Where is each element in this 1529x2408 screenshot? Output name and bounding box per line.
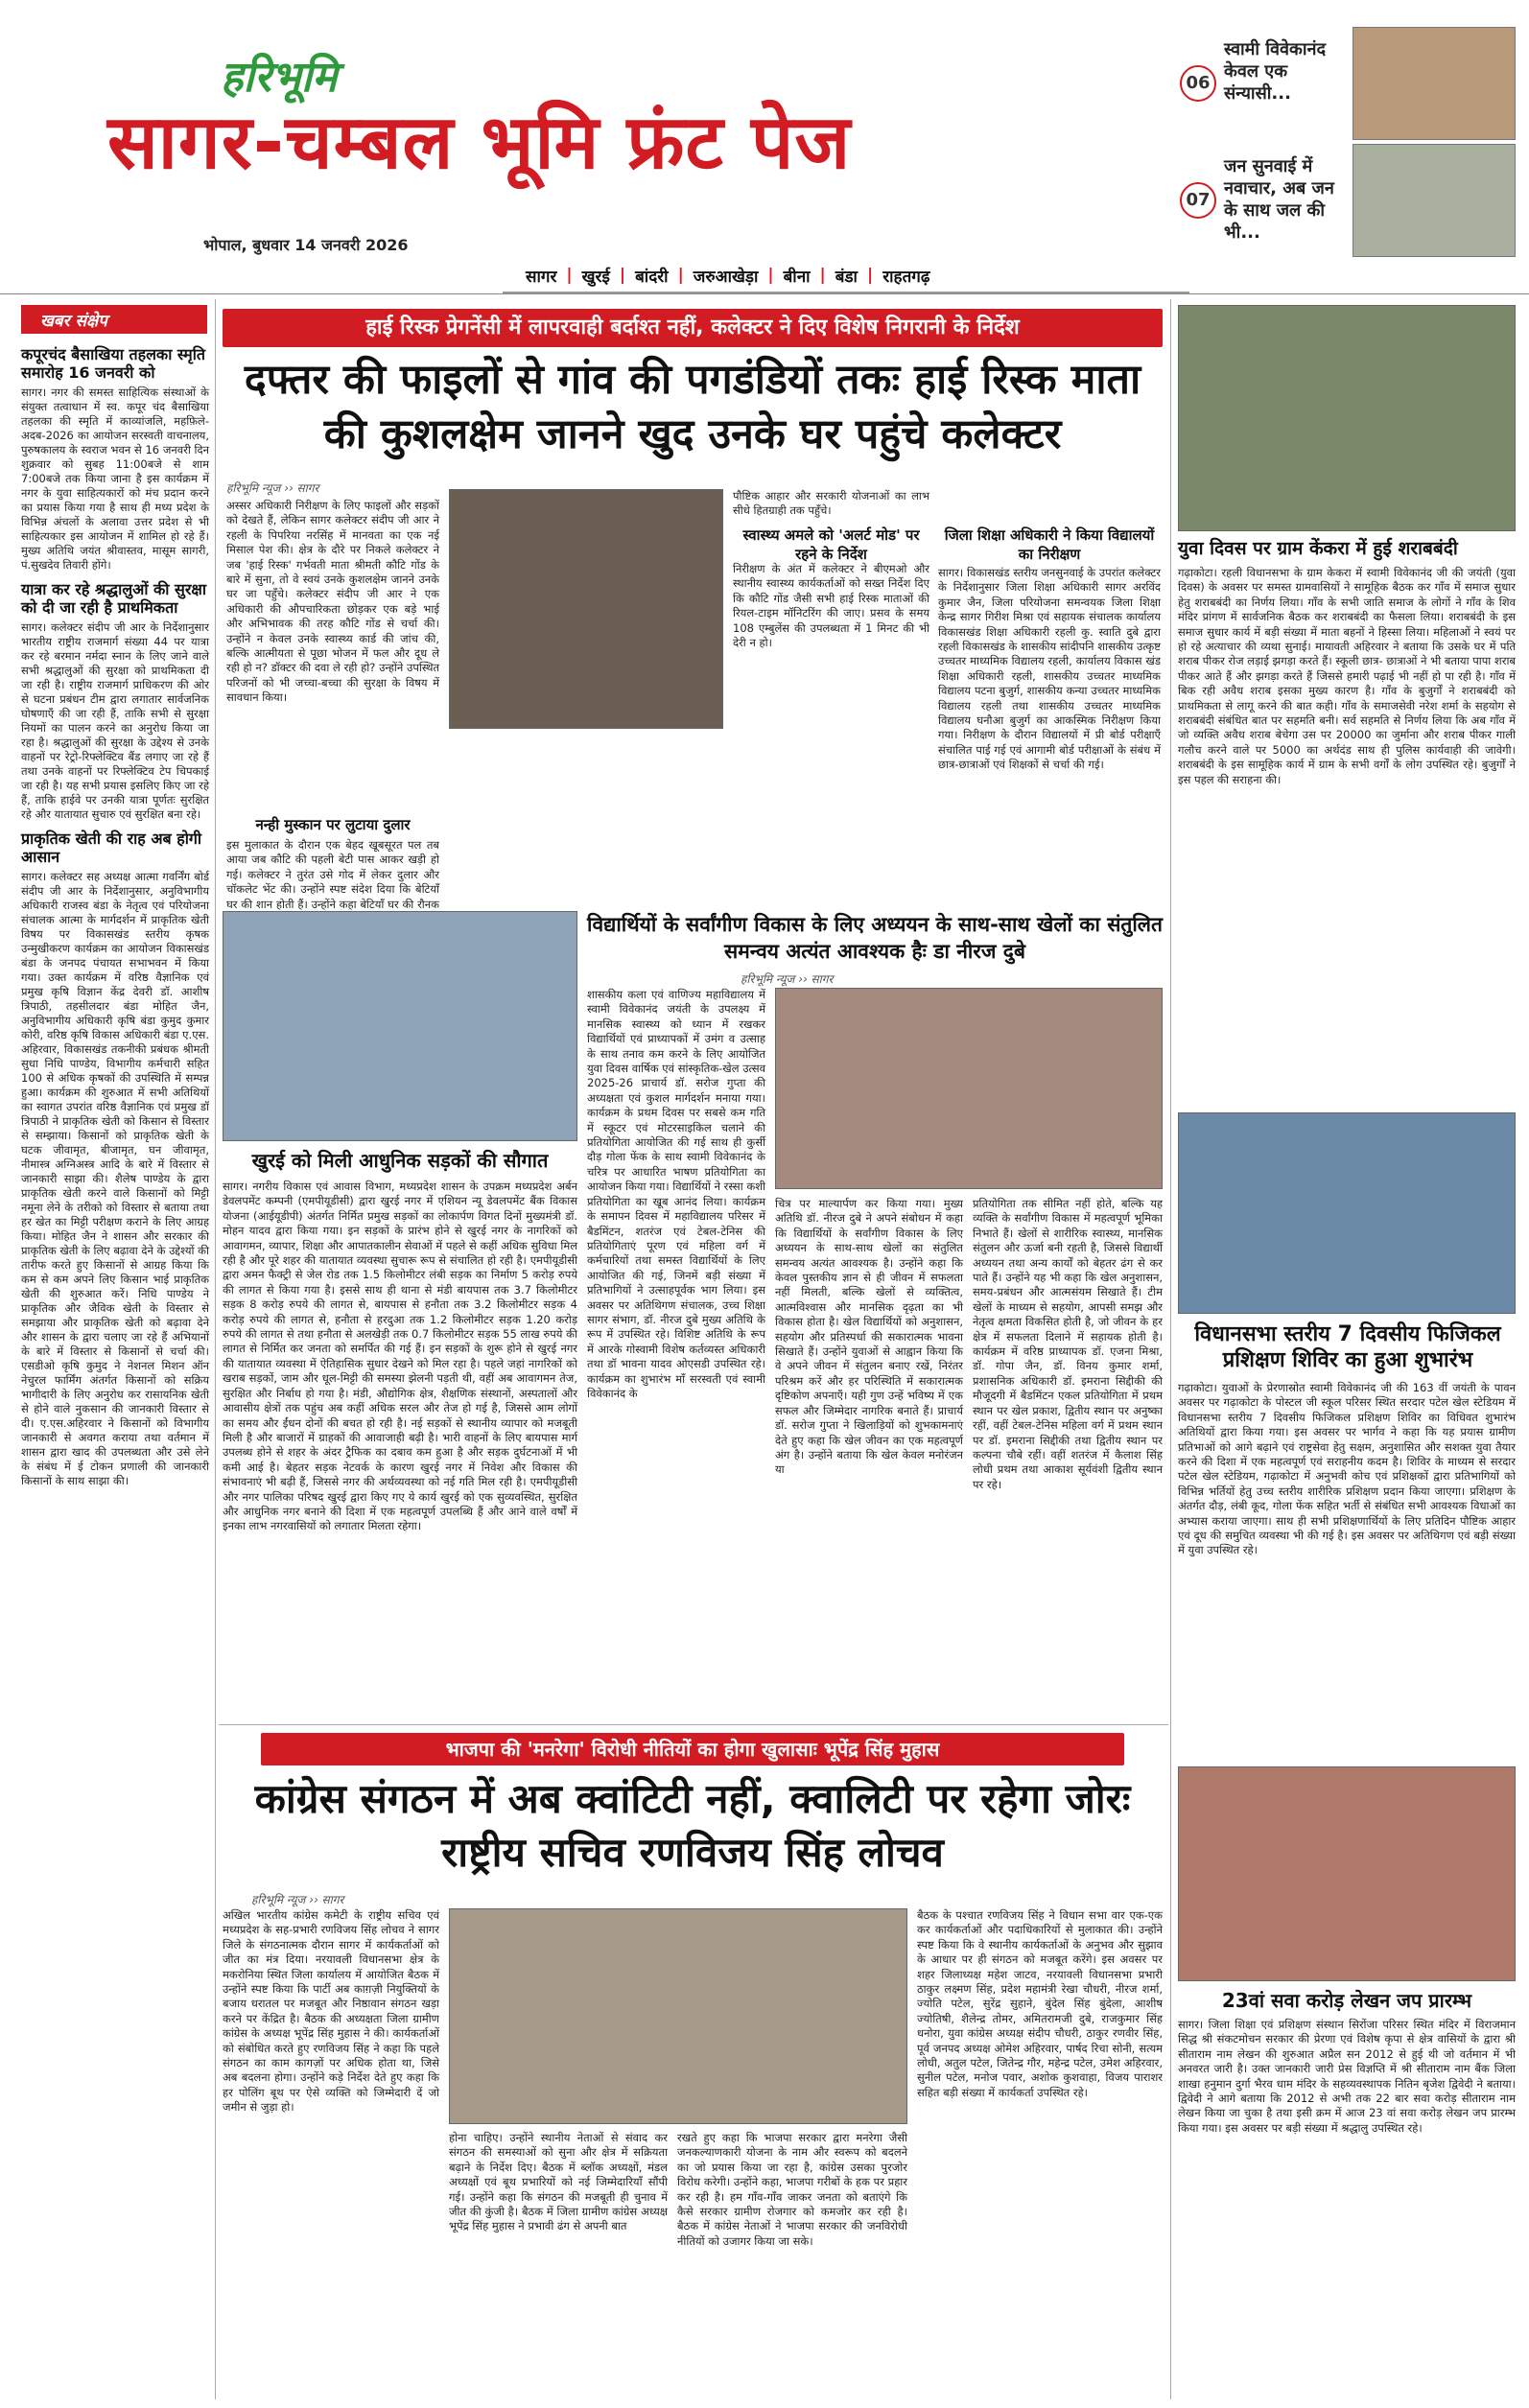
brief-section-label: खबर संक्षेप	[21, 305, 207, 334]
collector-visit-photo	[449, 489, 723, 729]
brief-body: सागर। कलेक्टर सह अध्यक्ष आत्मा गवर्निंग बोर्ड संदीप जी आर के निर्देशानुसार, अनुविभागीय अधिकारी राजस्व बंडा के नेतृत्व एवं परियोजना संचालक आत्मा के मार्गदर्शन में प्राकृतिक खेती विषय पर विकासखंड स्तरीय कृषक उन्मुखीकरण कार्यक्रम का आयोजन विकासखंड बंडा के जनपद पंचायत सभाभवन में किया गया। उक्त कार्यक्रम में वरिष्ठ वैज्ञानिक एवं प्रमुख कृषि विज्ञान केंद्र देवरी डॉ. आशीष त्रिपाठी, तहसीलदार बंडा मोहित जैन, अनुविभागीय अधिकारी कृषि बंडा कुमुद कुमार कोरी, वरिष्ठ कृषि विकास अधिकारी बंडा ए.एस. अहिरवार, विकासखंड तकनीकी प्रबंधक श्रीमती सुधा निधि पाण्डेय, विभागीय कर्मचारी सहित 100 से अधिक कृषकों की उपस्थिति में सम्पन्न हुआ। कार्यक्रम की शुरुआत में सभी अतिथियों का स्वागत उपरांत वरिष्ठ वैज्ञानिक एवं प्रमुख डॉ त्रिपाठी ने प्राकृतिक खेती को किसान से विस्तार से सम्झाया। किसानों को प्राकृतिक खेती के घटक जीवामृत, बीजामृत, घन जीवामृत, नीमास्त्र अग्निअस्त्र आदि के बारे में विस्तार से जानकारी साझा की। शैलेष पाण्डेय के द्वारा प्राकृतिक खेती करने वाले किसानों को मिट्टी नमूना लेने के तरीको को विस्तार से बताया तथा हर खेत का मिट्टी परीक्षण कराने के लिए आग्रह किया। मोहित जैन ने शासन और सरकार की प्राकृतिक खेती के लिए बढ़ावा देने के उद्देश्यों की तारीफ करते हुए किसानों से आग्रह किया कि कम से कम अपने लिए किसान भाई प्राकृतिक खेती की शुरुआत करें। निधि पाण्डेय ने प्राकृतिक और जैविक खेती के विस्तार से समझाया और प्राकृतिक खेती को बढ़ावा देने और शासन के द्वारा चलाए जा रहे हैं अभियानों के बारे में विस्तार से किसानों से चर्चा की। एसडीओ कृषि कुमुद ने नेशनल मिशन ऑन नेचुरल फार्मिंग अंतर्गत किसानों को सक्रिय भागीदारी के लिए अनुरोध कर रासायनिक खेती से होने वाले नुकसान की जानकारी विस्तार से दी। ए.एस.अहिरवार ने किसानों को विभागीय जानकारी से अवगत कराया तथा वर्तमान में शासन द्वारा खाद की उपलब्धता और उसे लेने के संबंध में ई टोकन प्रणाली की जानकारी किसानों के साथ साझा की।	[21, 870, 209, 1487]
nshu-col-1: शासकीय कला एवं वाणिज्य महाविद्यालय में स्वामी विवेकानंद जयंती के उपलक्ष्य में मानसिक स्वास्थ्य को ध्यान में रखकर विद्यार्थियों एवं प्राध्यापकों में उमंग व उत्साह के साथ तनाव कम करने के लिए आयोजित युवा दिवस वार्षिक एवं सांस्कृतिक-खेल उत्सव 2025-26 प्राचार्य डॉ. सरोज गुप्ता की अध्यक्षता एवं कुशल मार्गदर्शन मनाया गया। कार्यक्रम के प्रथम दिवस पर सबसे कम गति में स्कूटर एवं मोटरसाइकिल चलाने की प्रतियोगिता आयोजित की गई साथ ही कुर्सी दौड़ गोला फेंक के साथ स्वामी विवेकानंद के चरित्र पर आधारित भाषण प्रतियोगिता का आयोजन किया गया। विद्यार्थियों ने रस्सा कशी प्रतियोगिता का खूब आनंद लिया। कार्यक्रम के समापन दिवस में महाविद्यालय परिसर में बैडमिंटन, शतरंज एवं टेबल-टेनिस की प्रतियोगिताएं पूरण एवं महिला वर्ग में कर्मचारियों तथा समस्त विद्यार्थियों के लिए आयोजित की गई, जिनमें बड़ी संख्या में प्रतिभागियों ने उत्साहपूर्वक भाग लिया। इस अवसर पर अतिथिगण संचालक, उच्च शिक्षा सागर संभाग, डॉ. नीरज दुबे मुख्य अतिथि के रूप में उपस्थित रहे। विशिष्ट अतिथि के रूप में आरके गोस्वामी विशेष कर्तव्यस्त अधिकारी तथा डॉ भावना यादव ओएसडी उपस्थित रहे। कार्यक्रम का शुभारंभ माँ सरस्वती एवं स्वामी विवेकानंद के	[587, 988, 765, 1400]
city-nav: सागर | खुरई | बांदरी | जरुआखेड़ा | बीना | बंडा | राहतगढ़	[503, 259, 1189, 293]
congress-col-2: होना चाहिए। उन्होंने स्थानीय नेताओं से संवाद कर संगठन की समस्याओं को सुना और क्षेत्र में सक्रियता बढ़ाने के निर्देश दिए। बैठक में ब्लॉक अध्यक्षों, मंडल अध्यक्षों एवं बूथ प्रभारियों को नई जिम्मेदारियाँ सौंपी गई। उन्होंने कहा कि संगठन की मजबूती ही चुनाव में जीत की कुंजी है। बैठक में जिला ग्रामीण कांग्रेस अध्यक्ष भूपेंद्र सिंह मुहास ने प्रभावी ढंग से अपनी बात	[449, 2131, 668, 2233]
lead-subhead: नन्ही मुस्कान पर लुटाया दुलार	[255, 816, 411, 833]
congress-kicker: भाजपा की 'मनरेगा' विरोधी नीतियों का होगा खुलासाः भूपेंद्र सिंह मुहास	[261, 1733, 1124, 1765]
brief-body: सागर। कलेक्टर संदीप जी आर के निर्देशानुसार भारतीय राष्ट्रीय राजमार्ग संख्या 44 पर यात्रा कर रहे बरमान नर्मदा स्नान के लिए जाने वाले सभी श्रद्धालुओं की सुरक्षा को प्राथमिकता दी जा रही है। राष्ट्रीय राजमार्ग प्राधिकरण की ओर से घटना प्रबंधन टीम द्वारा लगातार सार्वजनिक घोषणाएँ की जा रही हैं, ताकि सभी से सुरक्षा नियमों का पालन करने का अनुरोध किया जा रहा है। श्रद्धालुओं की सुरक्षा के उद्देश्य से उनके वाहनों पर रेट्रो-रिफ्लेक्टिव बैंड लगाए जा रहे हैं तथा उनके वाहनों पर रिफ्लेक्टिव टेप चिपकाई जा रही है। यह सभी प्रयास इसलिए किए जा रहे हैं, ताकि हाईवे पर उनकी यात्रा पूर्णतः सुरक्षित रहे और यातायात सुचारु एवं सुरक्षित बना रहे।	[21, 620, 209, 821]
brief-headline: प्राकृतिक खेती की राह अब होगी आसान	[21, 830, 202, 866]
congress-col-3: रखते हुए कहा कि भाजपा सरकार द्वारा मनरेगा जैसी जनकल्याणकारी योजना के नाम और स्वरूप को बदलने का जो प्रयास किया जा रहा है, कांग्रेस उसका पुरजोर विरोध करेगी। उन्होंने कहा, भाजपा गरीबों के हक पर प्रहार कर रही है। हम गाँव-गाँव जाकर जनता को बताएंगे कि कैसे सरकार ग्रामीण रोजगार को कमजोर कर रही है। बैठक में कांग्रेस नेताओं ने भाजपा सरकार की जनविरोधी नीतियों को उजागर किया जा सके।	[677, 2131, 907, 2248]
congress-byline: हरिभूमि न्यूज ›› सागर	[251, 1893, 344, 1906]
deo-subhead: जिला शिक्षा अधिकारी ने किया विद्यालयों का निरीक्षण	[944, 526, 1155, 563]
nav-item[interactable]: खुरई	[581, 267, 610, 287]
brief-body: सागर। नगर की समस्त साहित्यिक संस्थाओं के संयुक्त तत्वाधान में स्व. कपूर चंद बैसाखिया तहलका की स्मृति में काव्यांजलि, महफ़िले-अदब-2026 का आयोजन सरस्वती वाचनालय, पुरुषकालय के स्वराज भवन से 16 जनवरी दिन शुक्रवार को सुबह 11:00बजे से शाम 7:00बजे तक किया जाना है इस कार्यक्रम में नगर के युवा साहित्यकारों को मंच प्रदान करने का प्रयास किया गया है साथ ही मध्य प्रदेश के विभिन्न अंचलों के अलावा उत्तर प्रदेश से भी साहित्यकार इस आयोजन में शामिल हो रहे हैं। मुख्य अतिथि जयंत श्रीवास्तव, मासूम सागरी, पं.सुखदेव तिवारी होंगे।	[21, 386, 209, 572]
lead-col-1: अस्सर अधिकारी निरीक्षण के लिए फाइलों और सड़कों को देखते हैं, लेकिन सागर कलेक्टर संदीप जी आर ने रहली के पिपरिया नरसिंह में मानवता का एक नई मिसाल पेश की। क्षेत्र के दौरे पर निकले कलेक्टर ने जब 'हाई रिस्क' गर्भवती माता श्रीमती कौटि गोंड के बारे में सुना, तो वे स्वयं उनके कुशलक्षेम जानने उनके घर जा पहुँचे। कलेक्टर संदीप जी आर ने एक अधिकारी की औपचारिकता छोड़कर एक बड़े भाई और अभिभावक की तरह कौटि गोंड से चर्चा की। उन्होंने न केवल उनके स्वास्थ्य कार्ड की जांच की, बल्कि आत्मीयता से पूछा भोजन में फल और दूध ले रही हो न? डॉक्टर की दवा ले रही हो? उन्होंने उपस्थित परिजनों को भी जच्चा-बच्चा की सुरक्षा के विषय में सावधान किया।	[226, 499, 439, 705]
teaser-page-number: 07	[1180, 182, 1216, 219]
teaser-photo	[1353, 27, 1516, 140]
road-headline: खुरई को मिली आधुनिक सड़कों की सौगात	[251, 1149, 549, 1172]
lead-col-2	[449, 736, 723, 901]
lead-sub-body: निरीक्षण के अंत में कलेक्टर ने बीएमओ और स्थानीय स्वास्थ्य कार्यकर्ताओं को सख्त निर्देश दिए कि कौटि गोंड जैसी सभी हाई रिस्क माताओं की रियल-टाइम मॉनिटरिंग की जाए। प्रसव के समय 108 एम्बुलेंस की उपलब्धता में 1 मिनट की भी देरी न हो।	[733, 562, 929, 650]
jap-lekhan-photo	[1178, 1766, 1516, 1981]
nav-item[interactable]: जरुआखेड़ा	[693, 267, 759, 287]
lead-sub-body: इस मुलाकात के दौरान एक बेहद खूबसूरत पल तब आया जब कौटि की पहली बेटी पास आकर खड़ी हो गई। कलेक्टर ने तुरंत उसे गोद में लेकर दुलार और चॉकलेट भेंट की। उन्होंने स्पष्ट संदेश दिया कि बेटियाँ घर की शान होती हैं। उन्होंने कहा बेटियाँ घर की रौनक	[226, 838, 439, 911]
congress-headline: कांग्रेस संगठन में अब क्वांटिटी नहीं, क्वालिटी पर रहेगा जोरः राष्ट्रीय सचिव रणविजय सिंह लोचव	[254, 1775, 1131, 1876]
teaser-title: स्वामी विवेकानंद केवल एक संन्यासी...	[1224, 39, 1327, 104]
nshu-byline: हरिभूमि न्यूज ›› सागर	[741, 972, 834, 986]
teaser-page-number: 06	[1180, 65, 1216, 102]
brief-headline: कपूरचंद बैसाखिया तहलका स्मृति समारोह 16 जनवरी को	[21, 345, 205, 382]
congress-col-4: बैठक के पश्चात रणविजय सिंह ने विधान सभा वार एक-एक कर कार्यकर्ताओं और पदाधिकारियों से मुलाकात की। उन्होंने स्पष्ट किया कि वे स्थानीय कार्यकर्ताओं के अनुभव और सुझाव के आधार पर ही संगठन को मजबूत करेंगे। इस अवसर पर शहर जिलाध्यक्ष महेश जाटव, नरयावली विधानसभा प्रभारी ठाकुर लक्ष्मण सिंह, प्रदेश महामंत्री रेखा चौधरी, नीरज शर्मा, ज्योति पटेल, सुरेंद्र सुहाने, बुंदेल सिंह बुंदेला, आशीष ज्योतिषी, शैलेन्द्र तोमर, अमितरामजी दुबे, राजकुमार सिंह धनोरा, युवा कांग्रेस अध्यक्ष संदीप चौधरी, ठाकुर रणवीर सिंह, पूर्व जनपद अध्यक्ष ओमेश अहिरवार, पार्षद रिचा सोनी, सत्यम लोधी, अतुल पटेल, जितेन्द्र गौर, महेन्द्र पटेल, उमेश अहिरवार, सुनील पटेल, मनोज पवार, अशोक कुशवाहा, विजय पाराशर सहित बड़ी संख्या में कार्यकर्ता उपस्थित रहे।	[917, 1908, 1163, 2099]
story-headline: विधानसभा स्तरीय 7 दिवसीय फिजिकल प्रशिक्षण शिविर का हुआ शुभारंभ	[1194, 1322, 1501, 1372]
teaser-title: जन सुनवाई में नवाचार, अब जन के साथ जल की भी...	[1224, 156, 1334, 243]
nshu-col-3: प्रतियोगिता तक सीमित नहीं होते, बल्कि यह व्यक्ति के सर्वांगीण विकास में महत्वपूर्ण भूमिका निभाते हैं। खेलों से शारीरिक स्वास्थ्य, मानसिक संतुलन और ऊर्जा बनी रहती है, जिससे विद्यार्थी अध्ययन तथा अन्य कार्यों को बेहतर ढंग से कर पाते हैं। उन्होंने यह भी कहा कि खेल अनुशासन, समय-प्रबंधन और आत्मसंयम सिखाते हैं। टीम खेलों के माध्यम से सहयोग, आपसी समझ और नेतृत्व क्षमता विकसित होती है, जो जीवन के हर क्षेत्र में सफलता दिलाने में सहायक होती है। कार्यक्रम में वरिष्ठ प्राध्यापक डॉ. एजना मिश्रा, डॉ. गोपा जैन, डॉ. विनय कुमार शर्मा, प्रशासनिक अधिकारी डॉ. इमराना सिद्दीकी की मौजूदगी में बैडमिंटन एकल प्रतियोगिता में प्रथम स्थान पर खेल प्रकाश, द्वितीय स्थान पर अनुष्का रहीं, वहीं टेबल-टेनिस महिला वर्ग में प्रथम स्थान पर डॉ. इमराना सिद्दीकी तथा द्वितीय स्थान पर कल्पना चौबे रहीं। वहीं शतरंज में कैलाश सिंह लोधी प्रथम तथा आकाश सूर्यवंशी द्वितीय स्थान पर रहे।	[973, 1197, 1163, 1491]
brief-headline: यात्रा कर रहे श्रद्धालुओं की सुरक्षा को दी जा रही है प्राथमिकता	[21, 580, 206, 617]
teaser-2[interactable]	[1180, 144, 1516, 259]
nav-item[interactable]: सागर	[526, 267, 557, 287]
teaser-1[interactable]	[1180, 27, 1516, 142]
brief-column	[21, 338, 209, 2390]
village-meeting-photo	[1178, 305, 1516, 531]
road-body: सागर। नगरीय विकास एवं आवास विभाग, मध्यप्रदेश शासन के उपक्रम मध्यप्रदेश अर्बन डेवलपमेंट कम्पनी (एमपीयूडीसी) द्वारा खुरई नगर में एशियन न्यू डेवलपमेंट बैंक विकास योजना (आईयूडीपी) अंतर्गत निर्मित प्रमुख सड़कों का लोकार्पण विगत दिनों मुख्यमंत्री डॉ. मोहन यादव द्वारा किया गया। इन सड़कों के प्रारंभ होने से खुरई नगर के नागरिकों को आवागमन, व्यापार, शिक्षा और आपातकालीन सेवाओं में पहले से कहीं अधिक सुविधा मिल रही है और पूरे शहर की यातायात व्यवस्था सुचारू रूप से संचालित हो रही है। एमपीयूडीसी द्वारा अमन फैक्ट्री से जेल रोड तक 1.5 किलोमीटर लंबी सड़क का निर्माण 5 करोड़ रुपये की लागत से किया गया है। इससे साथ ही थाना से मंडी बायपास तक 3.7 किलोमीटर सड़क 8 करोड़ रुपये की लागत से, बायपास से हनौता तक 3.2 किलोमीटर सड़क 4 करोड़ रुपये की लागत से, हनौता से हरदुआ तक 1.2 किलोमीटर सड़क 1.20 करोड़ रुपये की लागत से तथा हनौता से अलखेड़ी तक 0.7 किलोमीटर सड़क 55 लाख रुपये की लागत से निर्मित कर जनता को समर्पित की गई हैं। इन सड़कों के शुरू होने से खुरई नगर की यातायात व्यवस्था में ऐतिहासिक सुधार देखने को मिल रहा है। पहले जहां नागरिकों को खराब सड़कों, जाम और धूल-मिट्टी की समस्या झेलनी पड़ती थी, वहीं अब आवागमन तेज, सुरक्षित और निर्बाध हो गया है। मंडी, औद्योगिक क्षेत्र, शैक्षणिक संस्थानों, अस्पतालों और आवासीय क्षेत्रों तक पहुंच अब कहीं अधिक सरल और तेज हो गई है, जिससे आम लोगों का समय और ईंधन दोनों की बचत हो रही है। नई सड़कों से स्थानीय व्यापार को मजबूती मिली है और बाजारों में ग्राहकों की आवाजाही बढ़ी है। भारी वाहनों के लिए बायपास मार्ग उपलब्ध होने से शहर के अंदर ट्रैफिक का दबाव कम हुआ है और सड़क दुर्घटनाओं में भी कमी आई है। बेहतर सड़क नेटवर्क के कारण खुरई नगर में निवेश और विकास की संभावनाएं भी बढ़ी हैं, जिससे नगर की अर्थव्यवस्था को नई गति मिल रही है। एमपीयूडीसी और नगर पालिका परिषद खुरई द्वारा किए गए ये कार्य खुरई को एक सुव्यवस्थित, सुरक्षित और आधुनिक नगर बनाने की दिशा में एक महत्वपूर्ण उपलब्धि हैं और आने वाले वर्षों में इनका लाभ नगरवासियों को लगातार मिलता रहेगा।	[223, 1180, 577, 1533]
story-headline: 23वां सवा करोड़ लेखन जप प्रारम्भ	[1221, 1989, 1472, 2012]
page-title: सागर-चम्बल भूमि फ्रंट पेज	[107, 100, 852, 186]
lead-headline: दफ्तर की फाइलों से गांव की पगडंडियों तकः हाई रिस्क माता की कुशलक्षेम जानने खुद उनके घर पहुंचे कलेक्टर	[244, 356, 1141, 458]
road-photo	[223, 911, 577, 1141]
story-body: सागर। जिला शिक्षा एवं प्रशिक्षण संस्थान सिरोंजा परिसर स्थित मंदिर में विराजमान सिद्ध श्री संकटमोचन सरकार की प्रेरणा एवं विशेष कृपा से क्षेत्र वासियों के द्वारा श्री सीताराम नाम लेखन की शुरुआत अप्रैल सन 2012 से हुई थी जो वर्तमान में भी अनवरत जारी है। उक्त जानकारी जारी प्रेस विज्ञप्ति में श्री सीताराम नाम बैंक जिला शाखा हनुमान दुर्गा भैरव धाम मंदिर के सहव्यवस्थापक नितिन बृजेश द्विवेदी ने बताया। द्विवेदी ने आगे बताया कि 2012 से अभी तक 22 बार सवा करोड़ सीताराम नाम लेखन किया जा चुका है तथा इसी क्रम में आज 23 वां सवा करोड़ लेखन जप प्रारम्भ किया गया। इस अवसर पर बड़ी संख्या में श्रद्धालु उपस्थित रहे।	[1178, 2018, 1516, 2135]
dateline: भोपाल, बुधवार 14 जनवरी 2026	[203, 236, 409, 254]
training-camp-photo	[1178, 1112, 1516, 1314]
lead-byline: हरिभूमि न्यूज ›› सागर	[226, 481, 319, 495]
nav-item[interactable]: बंडा	[835, 267, 858, 287]
nshu-headline: विद्यार्थियों के सर्वांगीण विकास के लिए अध्ययन के साथ-साथ खेलों का संतुलित समन्वय अत्यंत आवश्यक हैः डा नीरज दुबे	[587, 913, 1164, 963]
lead-col-3-top: पौष्टिक आहार और सरकारी योजनाओं का लाभ सीधे हितग्राही तक पहुँचे।	[733, 489, 929, 518]
nav-item[interactable]: राहतगढ़	[882, 267, 930, 287]
congress-col-1: अखिल भारतीय कांग्रेस कमेटी के राष्ट्रीय सचिव एवं मध्यप्रदेश के सह-प्रभारी रणविजय सिंह लोचव ने सागर जिले के संगठनात्मक दौरान सागर में कार्यकर्ताओं को जीत का मंत्र दिया। नरयावली विधानसभा क्षेत्र के मकरोनिया स्थित जिला कार्यालय में आयोजित बैठक में उन्होंने स्पष्ट किया कि पार्टी अब काग़ज़ी नियुक्तियों के बजाय धरातल पर मजबूत और निष्ठावान संगठन खड़ा करने पर केंद्रित है। बैठक की अध्यक्षता जिला ग्रामीण कांग्रेस के अध्यक्ष भूपेंद्र सिंह मुहास ने की। कार्यकर्ताओं को संबोधित करते हुए रणविजय सिंह ने कहा कि पहले संगठन का काम कागज़ों पर अधिक होता था, जिसे अब बदलना होगा। उन्होंने कड़े निर्देश देते हुए कहा कि हर पोलिंग बूथ पर ऐसे व्यक्ति को जिम्मेदारी दें जो जमीन से जुड़ा हो।	[223, 1908, 439, 2115]
lead-kicker: हाई रिस्क प्रेगनेंसी में लापरवाही बर्दाश्त नहीं, कलेक्टर ने दिए विशेष निगरानी के निर्देश	[223, 309, 1163, 347]
lead-subhead: स्वास्थ्य अमले को 'अलर्ट मोड' पर रहने के निर्देश	[742, 526, 920, 563]
deo-body: सागर। विकासखंड स्तरीय जनसुनवाई के उपरांत कलेक्टर के निर्देशानुसार जिला शिक्षा अधिकारी सागर अरविंद कुमार जैन, जिला परियोजना समन्वयक जिला शिक्षा केन्द्र सागर गिरीश मिश्रा एवं सहायक संचालक कार्यालय विकासखंड शिक्षा अधिकारी रहली कु. स्वाति दुबे द्वारा रहली विकासखंड के शासकीय सांदीपनि शासकीय उत्कृष्ट उच्चतर माध्यमिक विद्यालय रहली, कार्यालय विकास खंड शिक्षा अधिकारी रहली, शासकीय उच्चतर माध्यमिक विद्यालय पटना बुजुर्ग, शासकीय कन्या उच्चतर माध्यमिक विद्यालय रहली तथा शासकीय उच्चतर माध्यमिक विद्यालय घनौआ बुजुर्ग का आकस्मिक निरीक्षण किया गया। निरीक्षण के दौरान विद्यालयों में प्री बोर्ड परीक्षाएँ संचालित पाई गई एवं आगामी बोर्ड परीक्षाओं के संबंध में छात्र-छात्राओं एवं शिक्षकों से चर्चा की गई।	[938, 566, 1161, 772]
nav-item[interactable]: बीना	[783, 267, 811, 287]
nav-item[interactable]: बांदरी	[635, 267, 669, 287]
brand-logo-text: हरिभूमि	[221, 53, 338, 102]
teaser-photo	[1353, 144, 1516, 257]
congress-meeting-photo	[449, 1908, 907, 2124]
story-body: गढ़ाकोटा। रहली विधानसभा के ग्राम केकरा में स्वामी विवेकानंद जी की जयंती (युवा दिवस) के अवसर पर समस्त ग्रामवासियों ने सामूहिक बैठक कर गाँव में समाज सुधार हेतु शराबबंदी का निर्णय लिया। गाँव के सभी जाति समाज के लोगों ने गाँव के शिव मंदिर प्रांगण में सार्वजनिक बैठक कर शराबबंदी का फैसला लिया। शराबबंदी के इस समाज सुधार कार्य में बड़ी संख्या में माता बहनों ने हिस्सा लिया। महिलाओं ने स्वयं पर हो रहे अत्याचार की व्यथा सुनाई। मायावती अहिरवार ने बताया कि उसके घर में पति शराब पीकर रोज लड़ाई झगड़ा करते हैं। स्कूली छात्र- छात्राओं ने भी बताया पापा शराब पीकर आते हैं और झगड़ा करते हैं जिससे हमारी पढ़ाई भी नहीं हो पा रही है। गाँव में बिक रही अवैध शराब इसका मुख्य कारण है। गाँव के बुजुर्गों ने शराबबंदी को प्राथमिकता से लागू करने की बात कही। गाँव के समाजसेवी नरेश शर्मा के सहयोग से शराबबंदी संबंधित बात पर सहमति बनी। सर्व सहमति से निर्णय लिया कि अब गाँव में जो व्यक्ति अवैध शराब बेचेगा उस पर 20000 का जुर्माना और शराब पीकर गाली गलौच करने वाले पर 5000 का अर्थदंड साथ ही पुलिस कार्यवाही की जावेगी। शराबबंदी के इस सामूहिक कार्य में ग्राम के सभी वर्गों के लोग उपस्थित रहे। बुजुर्गों ने इस पहल की सराहना की।	[1178, 566, 1516, 786]
nshu-photo	[775, 988, 1163, 1189]
story-body: गढ़ाकोटा। युवाओं के प्रेरणास्रोत स्वामी विवेकानंद जी की 163 वीं जयंती के पावन अवसर पर गढ़ाकोटा के पोस्टल जी स्कूल परिसर स्थित सरदार पटेल खेल स्टेडियम में विधानसभा स्तरीय 7 दिवसीय फिजिकल प्रशिक्षण शिविर का विधिवत शुभारंभ अतिथियों द्वारा किया गया। इस अवसर पर भार्गव ने कहा कि यह प्रयास ग्रामीण प्रतिभाओं को आगे बढ़ाने एवं राष्ट्रसेवा हेतु सक्षम, अनुशासित और सशक्त युवा तैयार करने की दिशा में एक महत्वपूर्ण एवं सराहनीय कदम है। शिविर के माध्यम से सरदार पटेल खेल स्टेडियम, गढ़ाकोटा में अनुभवी कोच एवं प्रशिक्षकों द्वारा प्रतिभागियों को विभिन्न भर्तियों हेतु उच्च स्तरीय शारीरिक प्रशिक्षण प्रदान किया जाएगा। प्रशिक्षण के अंतर्गत दौड़, लंबी कूद, गोला फेंक सहित भर्ती से संबंधित सभी आवश्यक विधाओं का अभ्यास कराया जाएगा। साथ ही सभी प्रशिक्षणार्थियों के लिए प्रतिदिन पौष्टिक आहार एवं दूध की समुचित व्यवस्था भी की गई है। इस अवसर पर अतिथिगण एवं बड़ी संख्या में युवा उपस्थित रहे।	[1178, 1381, 1516, 1557]
nshu-col-2: चित्र पर माल्यार्पण कर किया गया। मुख्य अतिथि डॉ. नीरज दुबे ने अपने संबोधन में कहा कि विद्यार्थियों के सर्वांगीण विकास के लिए अध्ययन के साथ-साथ खेलों का संतुलित समन्वय अत्यंत आवश्यक है। उन्होंने कहा कि केवल पुस्तकीय ज्ञान से ही जीवन में सफलता नहीं मिलती, बल्कि खेलों से व्यक्तित्व, आत्मविश्वास और मानसिक दृढ़ता का भी विकास होता है। खेल विद्यार्थियों को अनुशासन, सहयोग और प्रतिस्पर्धा की सकारात्मक भावना सिखाते हैं। उन्होंने युवाओं से आह्वान किया कि वे अपने जीवन में संतुलन बनाए रखें, निरंतर परिश्रम करें और हर परिस्थिति में सकारात्मक दृष्टिकोण अपनाएँ। यही गुण उन्हें भविष्य में एक सफल और जिम्मेदार नागरिक बनाते हैं। प्राचार्य डॉ. सरोज गुप्ता ने खिलाड़ियों को शुभकामनाएं देते हुए कहा कि खेल जीवन का एक महत्वपूर्ण अंग है। उन्होंने बताया कि खेल केवल मनोरंजन या	[775, 1197, 963, 1477]
story-headline: युवा दिवस पर ग्राम केंकरा में हुई शराबबंदी	[1178, 538, 1458, 559]
